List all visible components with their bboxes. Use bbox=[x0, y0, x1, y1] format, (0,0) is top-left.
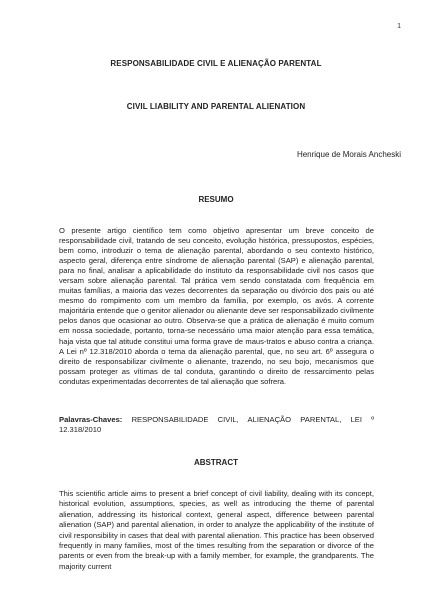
abstract-paragraph: This scientific article aims to present a brief concept of civil liability, dealing with its concept, historical evolution, assumptions, species, as well as introducing the theme of parental alienation, addressing its historical context, general aspect, difference between parental alienation (SAP) and parental alienation, in order to analyze the applicability of the institute of civil responsibility in cases that deal with parental alienation. This practice has been observed frequently in many families, most of the times resulting from the separation or divorce of the parents or even from the break-up with a family member, for example, the grandparents. The majority current bbox=[59, 489, 374, 571]
keywords-text: RESPONSABILIDADE CIVIL, ALIENAÇÃO PARENTAL, LEI º 12.318/2010 bbox=[59, 415, 374, 435]
title-portuguese: RESPONSABILIDADE CIVIL E ALIENAÇÃO PARENTAL bbox=[110, 59, 322, 68]
resumo-heading: RESUMO bbox=[198, 195, 234, 204]
page-number: 1 bbox=[397, 23, 401, 30]
author-name: Henrique de Morais Ancheski bbox=[296, 150, 401, 159]
keywords-label: Palavras-Chaves: bbox=[59, 415, 123, 424]
abstract-heading: ABSTRACT bbox=[194, 458, 238, 467]
resumo-paragraph: O presente artigo científico tem como objetivo apresentar um breve conceito de responsabilidade civil, tratando de seu conceito, evolução histórica, pressupostos, espécies, bem como, introduzir o tema de alienação parental, abordando o seu contexto histórico, aspecto geral, diferença entre síndrome de alienação parental (SAP) e alienação parental, para no final, analisar a aplicabilidade do instituto da responsabilidade civil nos casos que versam sobre alienação parental. Tal prática vem sendo constatada com frequência em muitas famílias, a maioria das vezes decorrentes da separação ou divórcio dos pais ou até mesmo do rompimento com um membro da família, por exemplo, os avós. A corrente majoritária entende que o genitor alienador ou alienante deve ser responsabilizado civilmente pelos danos que ocasionar ao outro. Observa-se que a prática de alienação é muito comum em nossa sociedade, portanto, torna-se necessário uma maior atenção para essa temática, haja vista que tal atitude constitui uma forma grave de maus-tratos e abuso contra a criança. A Lei nº 12.318/2010 aborda o tema da alienação parental, que, no seu art. 6º assegura o direito de responsabilizar civilmente o alienante, trazendo, no seu bojo, mecanismos que possam proteger as vítimas de tal conduta, garantindo o direito de ressarcimento pelas condutas experimentadas decorrentes de tal alienação que sofrera. bbox=[59, 226, 374, 386]
keywords bbox=[59, 415, 374, 435]
title-english: CIVIL LIABILITY AND PARENTAL ALIENATION bbox=[126, 102, 306, 111]
